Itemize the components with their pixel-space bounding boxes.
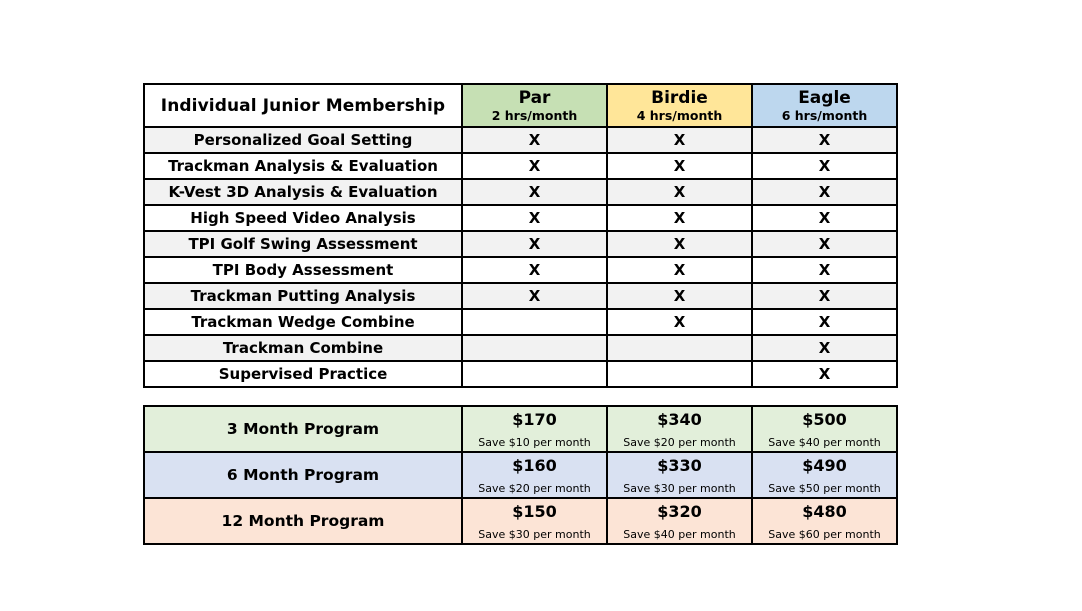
birdie-check: X bbox=[607, 309, 752, 335]
program-pricing-table bbox=[143, 405, 898, 545]
feature-name: Trackman Wedge Combine bbox=[144, 309, 462, 335]
feature-name: Trackman Putting Analysis bbox=[144, 283, 462, 309]
price-cell-par bbox=[462, 498, 607, 544]
table-row bbox=[144, 452, 897, 498]
table-row bbox=[144, 257, 897, 283]
price: $150 bbox=[512, 502, 557, 521]
eagle-check: X bbox=[752, 179, 897, 205]
par-check bbox=[462, 335, 607, 361]
tier-hours: 4 hrs/month bbox=[636, 107, 723, 123]
savings-note: Save $20 per month bbox=[478, 482, 591, 495]
savings-note: Save $40 per month bbox=[768, 436, 881, 449]
feature-name: TPI Body Assessment bbox=[144, 257, 462, 283]
tier-name: Birdie bbox=[651, 87, 708, 108]
par-check: X bbox=[462, 205, 607, 231]
birdie-check: X bbox=[607, 179, 752, 205]
savings-note: Save $30 per month bbox=[478, 528, 591, 541]
eagle-check: X bbox=[752, 257, 897, 283]
table-row bbox=[144, 498, 897, 544]
eagle-check: X bbox=[752, 231, 897, 257]
eagle-check: X bbox=[752, 205, 897, 231]
program-label: 6 Month Program bbox=[144, 452, 462, 498]
price: $170 bbox=[512, 410, 557, 429]
table-row bbox=[144, 335, 897, 361]
table-row bbox=[144, 406, 897, 452]
price: $330 bbox=[657, 456, 702, 475]
feature-name: Personalized Goal Setting bbox=[144, 127, 462, 153]
birdie-check: X bbox=[607, 257, 752, 283]
tier-header-par bbox=[462, 84, 607, 127]
price: $490 bbox=[802, 456, 847, 475]
birdie-check: X bbox=[607, 283, 752, 309]
eagle-check: X bbox=[752, 127, 897, 153]
tier-name: Par bbox=[518, 87, 551, 108]
table-row bbox=[144, 361, 897, 387]
table-row bbox=[144, 205, 897, 231]
birdie-check bbox=[607, 335, 752, 361]
birdie-check: X bbox=[607, 205, 752, 231]
program-label: 3 Month Program bbox=[144, 406, 462, 452]
membership-features-table bbox=[143, 83, 898, 388]
price-cell-eagle bbox=[752, 452, 897, 498]
price-cell-par bbox=[462, 452, 607, 498]
price-cell-birdie bbox=[607, 452, 752, 498]
par-check: X bbox=[462, 231, 607, 257]
birdie-check bbox=[607, 361, 752, 387]
feature-name: Supervised Practice bbox=[144, 361, 462, 387]
table-row bbox=[144, 127, 897, 153]
eagle-check: X bbox=[752, 283, 897, 309]
savings-note: Save $40 per month bbox=[623, 528, 736, 541]
tier-name: Eagle bbox=[798, 87, 851, 108]
feature-name: Trackman Analysis & Evaluation bbox=[144, 153, 462, 179]
eagle-check: X bbox=[752, 309, 897, 335]
price: $320 bbox=[657, 502, 702, 521]
par-check: X bbox=[462, 257, 607, 283]
feature-name: K-Vest 3D Analysis & Evaluation bbox=[144, 179, 462, 205]
price: $480 bbox=[802, 502, 847, 521]
savings-note: Save $30 per month bbox=[623, 482, 736, 495]
table-header-row bbox=[144, 84, 897, 127]
birdie-check: X bbox=[607, 231, 752, 257]
tier-hours: 6 hrs/month bbox=[781, 107, 868, 123]
price-cell-birdie bbox=[607, 498, 752, 544]
table-row bbox=[144, 153, 897, 179]
savings-note: Save $60 per month bbox=[768, 528, 881, 541]
birdie-check: X bbox=[607, 127, 752, 153]
par-check: X bbox=[462, 127, 607, 153]
table-row bbox=[144, 231, 897, 257]
tier-hours: 2 hrs/month bbox=[491, 107, 578, 123]
table-row bbox=[144, 283, 897, 309]
par-check bbox=[462, 309, 607, 335]
price: $160 bbox=[512, 456, 557, 475]
savings-note: Save $10 per month bbox=[478, 436, 591, 449]
eagle-check: X bbox=[752, 153, 897, 179]
tier-header-eagle bbox=[752, 84, 897, 127]
feature-name: TPI Golf Swing Assessment bbox=[144, 231, 462, 257]
price-cell-eagle bbox=[752, 406, 897, 452]
price: $340 bbox=[657, 410, 702, 429]
par-check bbox=[462, 361, 607, 387]
price-cell-eagle bbox=[752, 498, 897, 544]
savings-note: Save $50 per month bbox=[768, 482, 881, 495]
table-row bbox=[144, 309, 897, 335]
price-cell-par bbox=[462, 406, 607, 452]
birdie-check: X bbox=[607, 153, 752, 179]
program-label: 12 Month Program bbox=[144, 498, 462, 544]
eagle-check: X bbox=[752, 335, 897, 361]
table-row bbox=[144, 179, 897, 205]
tier-header-birdie bbox=[607, 84, 752, 127]
price: $500 bbox=[802, 410, 847, 429]
par-check: X bbox=[462, 179, 607, 205]
par-check: X bbox=[462, 153, 607, 179]
price-cell-birdie bbox=[607, 406, 752, 452]
membership-title: Individual Junior Membership bbox=[144, 84, 462, 127]
feature-name: High Speed Video Analysis bbox=[144, 205, 462, 231]
feature-name: Trackman Combine bbox=[144, 335, 462, 361]
eagle-check: X bbox=[752, 361, 897, 387]
savings-note: Save $20 per month bbox=[623, 436, 736, 449]
par-check: X bbox=[462, 283, 607, 309]
